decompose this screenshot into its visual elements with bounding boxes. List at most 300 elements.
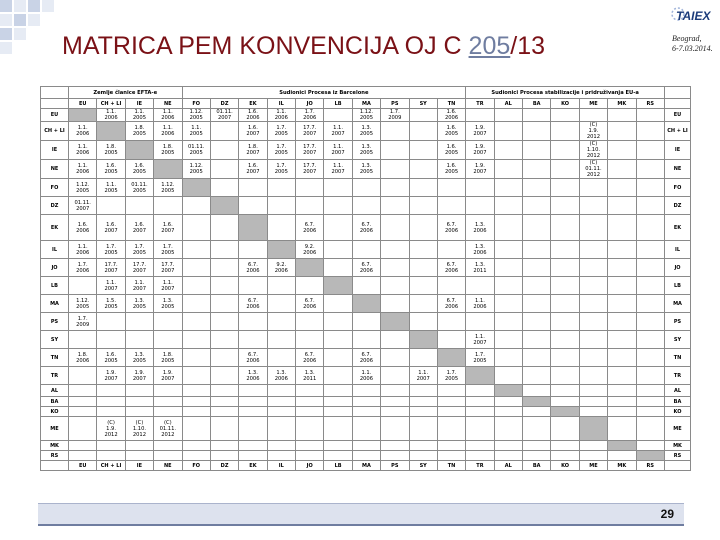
matrix-cell: 1.6. 2007 — [239, 122, 267, 141]
column-header: JO — [296, 99, 324, 109]
column-header: EU — [69, 461, 97, 471]
matrix-cell — [97, 331, 125, 349]
matrix-cell — [381, 122, 409, 141]
matrix-cell — [239, 397, 267, 407]
matrix-cell — [324, 441, 352, 451]
matrix-cell: 1.12. 2005 — [182, 109, 210, 122]
matrix-cell — [409, 215, 437, 241]
matrix-cell — [608, 349, 636, 367]
matrix-cell — [182, 407, 210, 417]
matrix-cell — [210, 313, 238, 331]
matrix-cell — [523, 141, 551, 160]
matrix-cell — [523, 367, 551, 385]
corner-cell — [665, 99, 691, 109]
matrix-cell: 1.6. 2006 — [437, 109, 465, 122]
table-row — [41, 122, 691, 141]
matrix-cell — [97, 313, 125, 331]
matrix-cell — [210, 141, 238, 160]
row-label: NE — [41, 160, 69, 179]
table-row — [41, 277, 691, 295]
matrix-cell: 1.3. 2011 — [466, 259, 494, 277]
matrix-cell: 1.7. 2005 — [267, 160, 295, 179]
table-row — [41, 331, 691, 349]
matrix-cell — [523, 407, 551, 417]
row-label-right: ME — [665, 417, 691, 441]
matrix-cell — [210, 197, 238, 215]
matrix-cell — [523, 160, 551, 179]
column-header: KO — [551, 461, 579, 471]
matrix-cell: 1.3. 2006 — [267, 367, 295, 385]
matrix-cell — [182, 331, 210, 349]
matrix-cell — [125, 141, 153, 160]
row-label-right: NE — [665, 160, 691, 179]
matrix-cell — [154, 197, 182, 215]
table-row — [41, 349, 691, 367]
matrix-cell: 1.7. 2005 — [154, 241, 182, 259]
matrix-cell — [636, 451, 665, 461]
matrix-cell — [324, 109, 352, 122]
matrix-cell: 6.7. 2006 — [352, 215, 380, 241]
matrix-cell — [579, 385, 607, 397]
place: Beograd, — [672, 34, 702, 43]
matrix-cell — [324, 451, 352, 461]
matrix-cell — [494, 331, 522, 349]
column-header: DZ — [210, 99, 238, 109]
matrix-cell — [437, 241, 465, 259]
matrix-cell — [551, 109, 579, 122]
matrix-cell: 6.7. 2006 — [296, 215, 324, 241]
matrix-cell — [636, 277, 665, 295]
column-header: SY — [409, 461, 437, 471]
matrix-cell — [267, 417, 295, 441]
matrix-cell: 1.3. 2005 — [352, 141, 380, 160]
matrix-cell — [352, 277, 380, 295]
matrix-cell — [352, 397, 380, 407]
decor-square — [14, 28, 26, 40]
table-row — [41, 197, 691, 215]
matrix-cell — [267, 385, 295, 397]
matrix-cell: 9.2. 2006 — [267, 259, 295, 277]
matrix-cell — [182, 313, 210, 331]
matrix-cell: 6.7. 2006 — [352, 259, 380, 277]
matrix-cell — [381, 277, 409, 295]
column-header: AL — [494, 461, 522, 471]
matrix-cell — [551, 407, 579, 417]
matrix-cell — [296, 407, 324, 417]
row-label: TN — [41, 349, 69, 367]
matrix-cell — [409, 349, 437, 367]
matrix-cell — [154, 313, 182, 331]
column-header: IE — [125, 99, 153, 109]
matrix-cell — [239, 417, 267, 441]
matrix-cell — [154, 385, 182, 397]
matrix-cell — [409, 397, 437, 407]
matrix-cell: 1.1. 2007 — [324, 122, 352, 141]
column-header: PS — [381, 461, 409, 471]
row-label: BA — [41, 397, 69, 407]
column-header: IL — [267, 99, 295, 109]
row-label-right: DZ — [665, 197, 691, 215]
matrix-cell — [608, 141, 636, 160]
matrix-cell — [437, 349, 465, 367]
matrix-cell — [210, 417, 238, 441]
matrix-cell — [636, 160, 665, 179]
matrix-cell: 6.7. 2006 — [437, 215, 465, 241]
matrix-cell — [466, 407, 494, 417]
matrix-cell — [182, 215, 210, 241]
matrix-cell — [210, 331, 238, 349]
matrix-cell: 1.12. 2005 — [69, 295, 97, 313]
matrix-cell — [437, 441, 465, 451]
matrix-cell: 1.6. 2006 — [239, 109, 267, 122]
place-date — [672, 34, 713, 54]
matrix-cell: 1.1. 2006 — [69, 241, 97, 259]
matrix-cell — [296, 331, 324, 349]
matrix-cell: 1.12. 2005 — [182, 160, 210, 179]
corner-cell — [41, 461, 69, 471]
matrix-cell — [494, 397, 522, 407]
matrix-cell: 1.7. 2005 — [125, 241, 153, 259]
matrix-cell — [267, 397, 295, 407]
column-header: AL — [494, 99, 522, 109]
matrix-cell — [579, 417, 607, 441]
matrix-cell — [381, 407, 409, 417]
matrix-cell — [608, 397, 636, 407]
matrix-cell: 1.8. 2005 — [97, 141, 125, 160]
row-label-right: KO — [665, 407, 691, 417]
matrix-cell — [409, 259, 437, 277]
matrix-cell — [523, 441, 551, 451]
matrix-cell — [352, 385, 380, 397]
table-row — [41, 141, 691, 160]
matrix-cell: 1.3. 2005 — [125, 349, 153, 367]
matrix-cell — [352, 313, 380, 331]
matrix-cell — [381, 259, 409, 277]
matrix-cell — [267, 277, 295, 295]
row-label-right: FO — [665, 179, 691, 197]
matrix-cell — [494, 141, 522, 160]
matrix-cell — [409, 160, 437, 179]
matrix-cell — [551, 397, 579, 407]
matrix-cell: 1.1. 2006 — [69, 141, 97, 160]
decor-square — [42, 0, 54, 12]
matrix-cell — [125, 407, 153, 417]
logo-text: TAIEX — [676, 9, 711, 23]
matrix-cell — [324, 397, 352, 407]
matrix-cell — [210, 179, 238, 197]
row-label-right: BA — [665, 397, 691, 407]
matrix-cell — [437, 451, 465, 461]
matrix-cell — [324, 197, 352, 215]
matrix-cell — [267, 441, 295, 451]
matrix-cell — [608, 259, 636, 277]
matrix-cell: 1.1. 2006 — [69, 122, 97, 141]
matrix-cell — [296, 385, 324, 397]
matrix-cell — [97, 407, 125, 417]
column-header: MK — [608, 99, 636, 109]
table-row — [41, 367, 691, 385]
matrix-cell — [409, 441, 437, 451]
matrix-cell — [551, 197, 579, 215]
row-label: ME — [41, 417, 69, 441]
matrix-cell: 1.12. 2005 — [154, 179, 182, 197]
matrix-cell — [608, 331, 636, 349]
matrix-cell: 1.8. 2005 — [154, 349, 182, 367]
matrix-cell — [409, 331, 437, 349]
matrix-cell — [154, 397, 182, 407]
matrix-cell — [296, 313, 324, 331]
matrix-cell — [579, 197, 607, 215]
matrix-cell: 1.7. 2005 — [437, 367, 465, 385]
matrix-cell — [324, 367, 352, 385]
matrix-cell — [494, 385, 522, 397]
row-label: KO — [41, 407, 69, 417]
matrix-cell — [636, 241, 665, 259]
matrix-cell: 1.7. 2005 — [267, 141, 295, 160]
matrix-cell — [352, 295, 380, 313]
matrix-cell — [352, 331, 380, 349]
matrix-cell — [636, 197, 665, 215]
column-header: TN — [437, 99, 465, 109]
matrix-cell — [523, 331, 551, 349]
table-row — [41, 259, 691, 277]
matrix-cell — [324, 417, 352, 441]
matrix-cell: 1.3. 2006 — [239, 367, 267, 385]
matrix-cell: (C) 1.10. 2012 — [125, 417, 153, 441]
row-label: EU — [41, 109, 69, 122]
matrix-cell — [210, 385, 238, 397]
matrix-cell — [69, 385, 97, 397]
matrix-cell — [636, 313, 665, 331]
matrix-cell: 1.1. 2006 — [154, 109, 182, 122]
matrix-cell — [97, 197, 125, 215]
matrix-cell: 17.7. 2007 — [296, 141, 324, 160]
matrix-cell: 1.9. 2007 — [125, 367, 153, 385]
matrix-cell — [182, 295, 210, 313]
matrix-cell — [466, 397, 494, 407]
matrix-cell — [409, 179, 437, 197]
matrix-cell: 1.1. 2005 — [97, 179, 125, 197]
matrix-cell — [494, 160, 522, 179]
matrix-cell: 1.8. 2007 — [239, 141, 267, 160]
matrix-cell: 1.1. 2006 — [154, 122, 182, 141]
matrix-cell — [466, 367, 494, 385]
matrix-cell — [523, 295, 551, 313]
matrix-cell — [437, 417, 465, 441]
matrix-cell: 1.6. 2005 — [97, 349, 125, 367]
matrix-cell — [381, 313, 409, 331]
matrix-cell — [494, 179, 522, 197]
matrix-cell: 1.1. 2006 — [97, 109, 125, 122]
column-header: FO — [182, 99, 210, 109]
matrix-cell: 1.7. 2006 — [296, 109, 324, 122]
table-row — [41, 407, 691, 417]
matrix-cell — [579, 241, 607, 259]
matrix-cell — [437, 331, 465, 349]
matrix-cell — [381, 451, 409, 461]
column-header: BA — [523, 99, 551, 109]
matrix-cell — [210, 259, 238, 277]
matrix-cell: 1.3. 2011 — [296, 367, 324, 385]
row-label-right: EK — [665, 215, 691, 241]
matrix-cell: 1.7. 2009 — [381, 109, 409, 122]
matrix-cell — [437, 197, 465, 215]
matrix-cell — [523, 385, 551, 397]
matrix-cell — [69, 417, 97, 441]
matrix-cell — [579, 451, 607, 461]
row-label: MA — [41, 295, 69, 313]
matrix-cell: 1.7. 2005 — [466, 349, 494, 367]
matrix-cell: 1.8. 2006 — [69, 349, 97, 367]
matrix-cell — [210, 349, 238, 367]
matrix-cell — [182, 397, 210, 407]
column-header: EK — [239, 461, 267, 471]
matrix-cell — [97, 397, 125, 407]
matrix-cell — [239, 331, 267, 349]
column-header: LB — [324, 99, 352, 109]
matrix-cell — [579, 277, 607, 295]
matrix-cell — [551, 451, 579, 461]
matrix-cell: 1.3. 2006 — [466, 241, 494, 259]
matrix-cell — [523, 313, 551, 331]
matrix-cell: 1.8. 2005 — [154, 141, 182, 160]
matrix-cell — [182, 367, 210, 385]
matrix-cell: 17.7. 2007 — [97, 259, 125, 277]
matrix-cell — [551, 160, 579, 179]
matrix-cell — [437, 397, 465, 407]
matrix-cell — [579, 313, 607, 331]
matrix-cell — [239, 385, 267, 397]
matrix-cell — [608, 277, 636, 295]
matrix-cell — [466, 109, 494, 122]
matrix-cell — [210, 407, 238, 417]
matrix-cell — [551, 141, 579, 160]
corner-cell — [665, 461, 691, 471]
footer-line — [38, 524, 684, 526]
row-label-right: TN — [665, 349, 691, 367]
matrix-cell — [182, 417, 210, 441]
row-label: PS — [41, 313, 69, 331]
table-row — [41, 179, 691, 197]
matrix-cell — [210, 295, 238, 313]
matrix-cell — [324, 385, 352, 397]
matrix-cell — [409, 122, 437, 141]
column-header: ME — [579, 461, 607, 471]
matrix-cell — [125, 197, 153, 215]
matrix-cell: 17.7. 2007 — [125, 259, 153, 277]
matrix-cell — [551, 417, 579, 441]
row-label-right: MA — [665, 295, 691, 313]
matrix-cell: 1.7. 2009 — [69, 313, 97, 331]
row-label: MK — [41, 441, 69, 451]
matrix-cell — [154, 407, 182, 417]
matrix-cell — [636, 122, 665, 141]
column-header: SY — [409, 99, 437, 109]
matrix-cell: 6.7. 2006 — [352, 349, 380, 367]
matrix-cell: 1.6. 2007 — [154, 215, 182, 241]
table-row — [41, 241, 691, 259]
matrix-cell — [182, 277, 210, 295]
matrix-cell — [466, 441, 494, 451]
matrix-cell — [352, 417, 380, 441]
matrix-cell — [494, 367, 522, 385]
matrix-cell — [636, 109, 665, 122]
matrix-cell: 1.1. 2007 — [466, 331, 494, 349]
matrix-cell — [579, 349, 607, 367]
matrix-cell: 6.7. 2006 — [296, 295, 324, 313]
matrix-cell — [267, 197, 295, 215]
column-header: IL — [267, 461, 295, 471]
matrix-cell — [352, 407, 380, 417]
matrix-cell — [296, 451, 324, 461]
matrix-cell — [608, 109, 636, 122]
matrix-cell — [154, 451, 182, 461]
matrix-cell — [608, 441, 636, 451]
matrix-cell — [267, 313, 295, 331]
matrix-cell — [409, 295, 437, 313]
matrix-cell: 6.7. 2006 — [296, 349, 324, 367]
matrix-cell — [494, 451, 522, 461]
matrix-cell — [182, 241, 210, 259]
matrix-cell — [239, 441, 267, 451]
matrix-cell — [551, 313, 579, 331]
row-label: RS — [41, 451, 69, 461]
matrix-cell — [352, 441, 380, 451]
corner-cell — [41, 99, 69, 109]
matrix-cell: 1.12. 2005 — [69, 179, 97, 197]
corner-cell — [41, 87, 69, 99]
matrix-cell — [608, 417, 636, 441]
matrix-cell: 1.6. 2007 — [97, 215, 125, 241]
matrix-cell — [636, 441, 665, 451]
matrix-cell: (C) 01.11. 2012 — [154, 417, 182, 441]
matrix-cell: 1.1. 2006 — [466, 295, 494, 313]
matrix-cell — [154, 441, 182, 451]
matrix-cell — [296, 197, 324, 215]
matrix-cell — [125, 331, 153, 349]
matrix-cell — [523, 215, 551, 241]
decor-square — [28, 0, 40, 12]
matrix-cell — [409, 385, 437, 397]
matrix-cell — [494, 259, 522, 277]
matrix-cell — [381, 197, 409, 215]
matrix-cell — [466, 197, 494, 215]
matrix-cell — [523, 122, 551, 141]
matrix-cell — [551, 441, 579, 451]
matrix-cell — [494, 349, 522, 367]
matrix-cell — [324, 407, 352, 417]
matrix-cell: 1.9. 2007 — [154, 367, 182, 385]
corner-cell — [665, 87, 691, 99]
matrix-cell — [267, 215, 295, 241]
matrix-cell — [551, 385, 579, 397]
matrix-cell — [608, 241, 636, 259]
matrix-cell — [69, 277, 97, 295]
matrix-cell — [267, 407, 295, 417]
matrix-cell — [324, 277, 352, 295]
matrix-cell — [608, 407, 636, 417]
matrix-cell — [381, 295, 409, 313]
matrix-cell — [579, 295, 607, 313]
matrix-cell — [409, 417, 437, 441]
matrix-cell — [551, 349, 579, 367]
matrix-cell — [97, 122, 125, 141]
matrix-cell — [494, 441, 522, 451]
matrix-cell: 1.6. 2005 — [437, 141, 465, 160]
title-link[interactable]: 205 — [468, 32, 511, 60]
matrix-cell — [409, 407, 437, 417]
matrix-cell — [579, 215, 607, 241]
